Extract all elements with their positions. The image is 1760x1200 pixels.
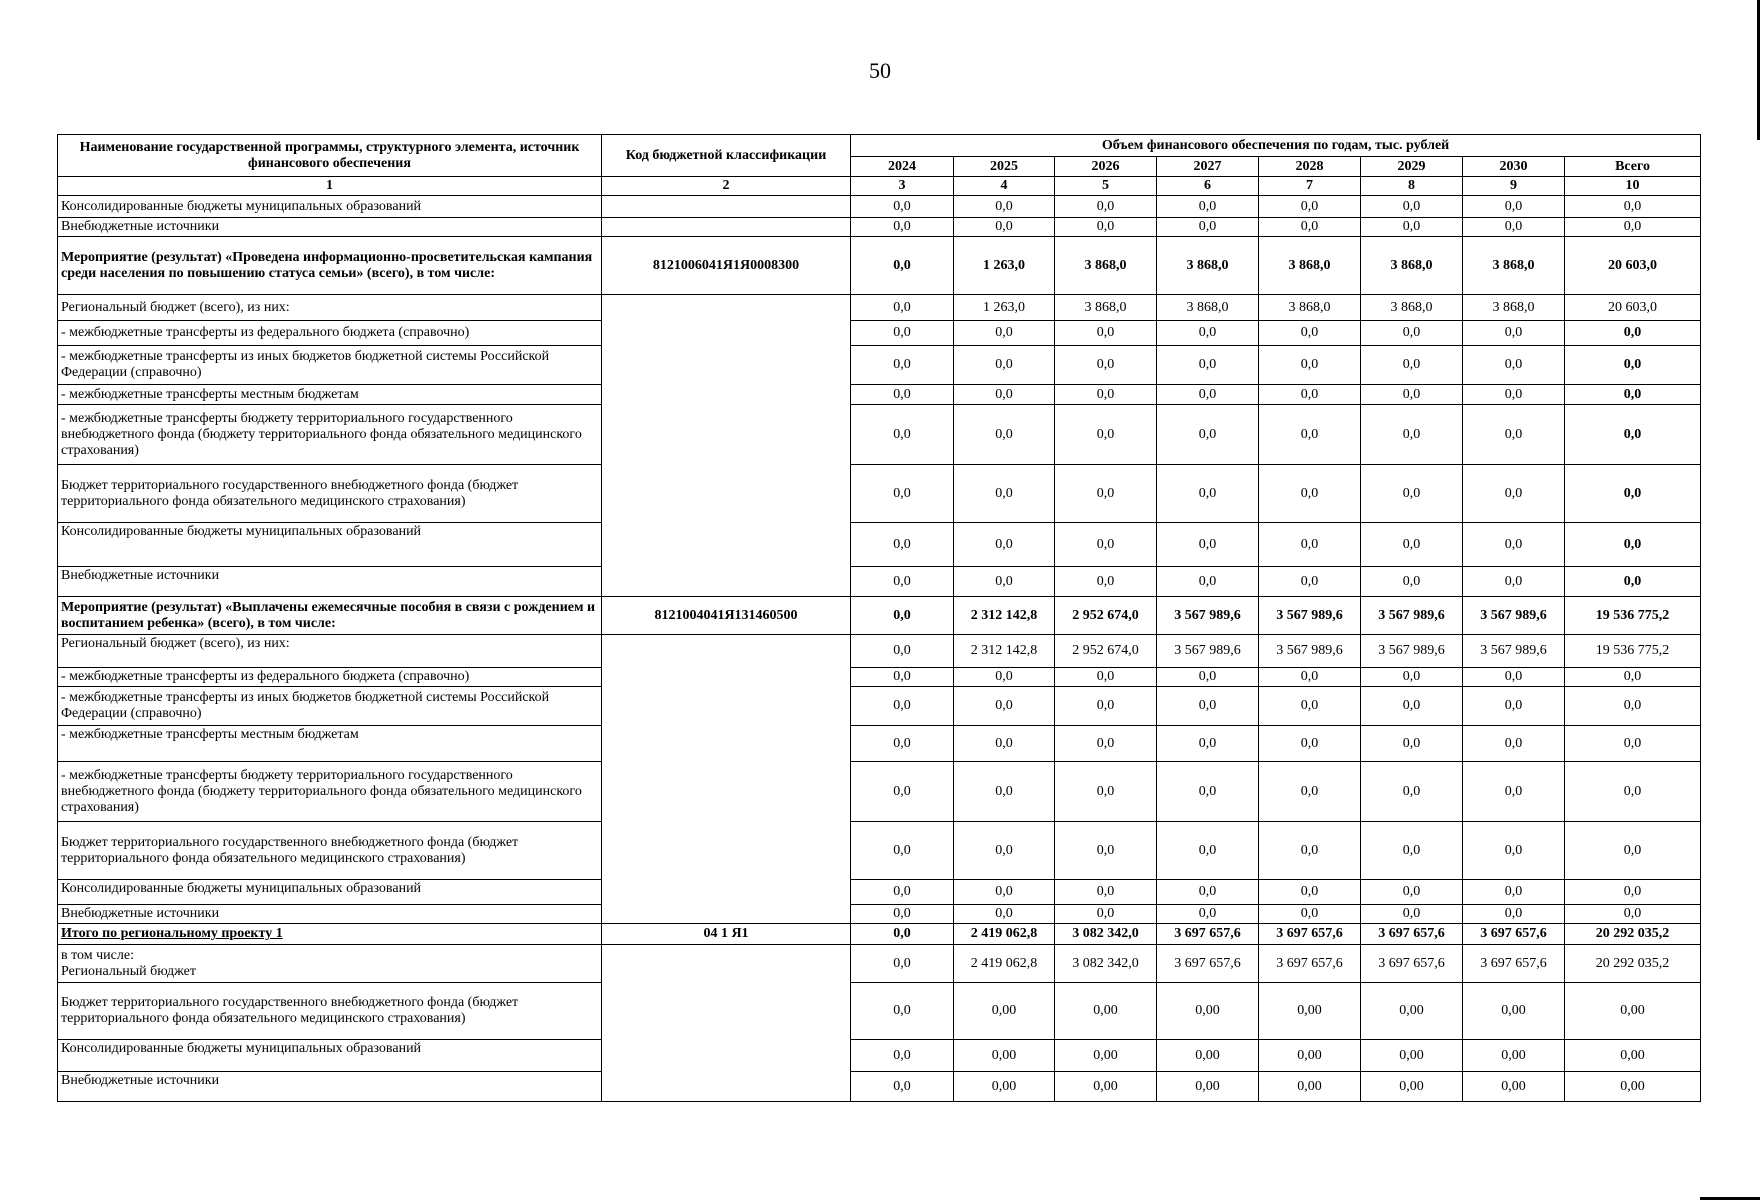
value-cell: 2 312 142,8 [954,597,1055,635]
value-cell: 0,0 [954,880,1055,905]
value-cell: 0,0 [1157,880,1259,905]
value-cell: 0,0 [1259,218,1361,237]
value-cell: 0,00 [1055,1040,1157,1072]
table-row [58,1072,1701,1102]
value-cell: 20 603,0 [1565,295,1701,321]
value-cell: 0,0 [1259,405,1361,465]
value-cell: 0,0 [954,822,1055,880]
value-cell: 0,00 [1565,1072,1701,1102]
header-year: 2024 [851,157,954,177]
value-cell: 0,0 [1259,321,1361,346]
row-name [58,945,602,983]
code-cell: 04 1 Я1 [602,924,851,945]
value-cell: 0,0 [1055,218,1157,237]
row-name: Внебюджетные источники [58,218,602,237]
row-name: Бюджет территориального государственного внебюджетного фонда (бюджет территориального фонда обязательного медицинского страхования) [58,983,602,1040]
value-cell: 0,0 [1361,321,1463,346]
value-cell: 0,00 [954,1072,1055,1102]
value-cell: 0,0 [1565,218,1701,237]
table-row [58,945,1701,983]
value-cell: 0,0 [954,687,1055,726]
table-row [58,762,1701,822]
value-cell: 0,0 [851,762,954,822]
value-cell: 0,0 [954,726,1055,762]
table-row [58,321,1701,346]
code-cell-empty [602,196,851,218]
value-cell: 0,0 [1055,346,1157,385]
col-number: 8 [1361,177,1463,196]
value-cell: 0,0 [1463,465,1565,523]
value-cell: 0,0 [954,465,1055,523]
value-cell: 0,0 [1361,687,1463,726]
value-cell: 3 697 657,6 [1361,924,1463,945]
value-cell: 0,0 [1157,321,1259,346]
header-year: 2026 [1055,157,1157,177]
value-cell: 3 697 657,6 [1157,924,1259,945]
value-cell: 0,0 [851,726,954,762]
row-name: Мероприятие (результат) «Проведена информационно-просветительская кампания среди населения по повышению статуса семьи» (всего), в том числе: [58,237,602,295]
value-cell: 0,0 [851,567,954,597]
total-row [58,924,1701,945]
table-row [58,405,1701,465]
value-cell: 3 868,0 [1463,295,1565,321]
value-cell: 0,0 [851,668,954,687]
value-cell: 0,0 [1259,726,1361,762]
value-cell: 0,0 [1463,346,1565,385]
value-cell: 0,0 [1361,405,1463,465]
value-cell: 0,0 [851,465,954,523]
header-volume: Объем финансового обеспечения по годам, тыс. рублей [851,135,1701,157]
value-cell: 0,0 [851,218,954,237]
value-cell: 0,0 [954,218,1055,237]
value-cell: 0,0 [1055,523,1157,567]
value-cell: 0,0 [1565,668,1701,687]
value-cell: 0,00 [1361,1040,1463,1072]
value-cell: 3 697 657,6 [1361,945,1463,983]
row-name: Консолидированные бюджеты муниципальных образований [58,523,602,567]
row-name: Консолидированные бюджеты муниципальных образований [58,196,602,218]
value-cell: 0,0 [1463,880,1565,905]
value-cell: 3 697 657,6 [1463,924,1565,945]
value-cell: 0,00 [1361,983,1463,1040]
value-cell: 20 292 035,2 [1565,924,1701,945]
value-cell: 0,0 [1259,567,1361,597]
value-cell: 0,0 [1565,822,1701,880]
row-name-line: Региональный бюджет [61,963,196,979]
value-cell: 0,0 [1259,687,1361,726]
value-cell: 3 567 989,6 [1361,597,1463,635]
value-cell: 1 263,0 [954,237,1055,295]
value-cell: 0,0 [1463,762,1565,822]
row-name: Консолидированные бюджеты муниципальных образований [58,1040,602,1072]
value-cell: 0,0 [1259,523,1361,567]
value-cell: 0,0 [1565,405,1701,465]
value-cell: 0,0 [1157,465,1259,523]
value-cell: 0,0 [1565,762,1701,822]
value-cell: 0,0 [1157,523,1259,567]
value-cell: 0,00 [1157,1040,1259,1072]
table-row [58,687,1701,726]
value-cell: 0,0 [1361,880,1463,905]
value-cell: 0,00 [1463,1040,1565,1072]
col-number: 3 [851,177,954,196]
col-number: 2 [602,177,851,196]
header-year: 2029 [1361,157,1463,177]
table-row [58,822,1701,880]
header-year: 2030 [1463,157,1565,177]
value-cell: 0,0 [954,196,1055,218]
measure-row [58,597,1701,635]
row-name: Бюджет территориального государственного внебюджетного фонда (бюджет территориального фонда обязательного медицинского страхования) [58,465,602,523]
row-name: - межбюджетные трансферты местным бюджетам [58,726,602,762]
value-cell: 0,0 [1259,465,1361,523]
value-cell: 0,0 [1463,321,1565,346]
table-row [58,567,1701,597]
value-cell: 0,0 [954,346,1055,385]
value-cell: 0,0 [851,321,954,346]
col-number: 9 [1463,177,1565,196]
value-cell: 0,0 [1463,405,1565,465]
value-cell: 0,0 [1055,321,1157,346]
value-cell: 3 567 989,6 [1463,635,1565,668]
value-cell: 0,0 [1259,385,1361,405]
value-cell: 0,00 [1463,983,1565,1040]
value-cell: 0,0 [1055,465,1157,523]
row-name: - межбюджетные трансферты из иных бюджетов бюджетной системы Российской Федерации (справочно) [58,687,602,726]
code-cell: 8121004041Я131460500 [602,597,851,635]
value-cell: 0,0 [851,924,954,945]
table-row [58,465,1701,523]
value-cell: 0,0 [1157,385,1259,405]
value-cell: 0,0 [1361,567,1463,597]
row-name: Внебюджетные источники [58,1072,602,1102]
value-cell: 0,0 [851,880,954,905]
value-cell: 0,00 [1361,1072,1463,1102]
value-cell: 20 292 035,2 [1565,945,1701,983]
value-cell: 3 868,0 [1055,237,1157,295]
value-cell: 0,0 [1259,346,1361,385]
value-cell: 0,0 [1361,196,1463,218]
value-cell: 0,0 [851,1072,954,1102]
value-cell: 0,0 [1157,762,1259,822]
code-cell-empty [602,218,851,237]
value-cell: 0,0 [1463,196,1565,218]
value-cell: 0,0 [1361,465,1463,523]
value-cell: 0,0 [1361,218,1463,237]
value-cell: 0,0 [1463,822,1565,880]
value-cell: 0,00 [1157,1072,1259,1102]
value-cell: 0,0 [1259,822,1361,880]
table-row [58,635,1701,668]
table-row [58,905,1701,924]
value-cell: 0,00 [1157,983,1259,1040]
value-cell: 3 697 657,6 [1157,945,1259,983]
value-cell: 0,00 [1463,1072,1565,1102]
header-name: Наименование государственной программы, структурного элемента, источник финансового обеспечения [58,135,602,177]
value-cell: 0,0 [851,687,954,726]
table-row [58,346,1701,385]
value-cell: 0,0 [1259,196,1361,218]
value-cell: 0,0 [954,523,1055,567]
value-cell: 0,0 [1055,822,1157,880]
row-name: Бюджет территориального государственного внебюджетного фонда (бюджет территориального фонда обязательного медицинского страхования) [58,822,602,880]
value-cell: 0,0 [1157,726,1259,762]
value-cell: 0,0 [954,385,1055,405]
table-row [58,385,1701,405]
col-number: 6 [1157,177,1259,196]
value-cell: 3 868,0 [1361,295,1463,321]
value-cell: 3 868,0 [1055,295,1157,321]
code-cell-empty [602,295,851,597]
row-name: Внебюджетные источники [58,905,602,924]
value-cell: 0,0 [1157,346,1259,385]
value-cell: 0,0 [851,237,954,295]
value-cell: 3 697 657,6 [1463,945,1565,983]
value-cell: 0,0 [1055,905,1157,924]
value-cell: 0,0 [1361,385,1463,405]
value-cell: 0,0 [1565,567,1701,597]
table-row [58,880,1701,905]
code-cell-empty [602,635,851,924]
header-year: 2025 [954,157,1055,177]
value-cell: 0,0 [1055,726,1157,762]
value-cell: 0,0 [851,196,954,218]
row-name: Региональный бюджет (всего), из них: [58,295,602,321]
value-cell: 0,0 [1157,196,1259,218]
value-cell: 3 567 989,6 [1463,597,1565,635]
value-cell: 0,0 [1361,905,1463,924]
value-cell: 3 868,0 [1259,237,1361,295]
col-number: 4 [954,177,1055,196]
table-row [58,295,1701,321]
header-code: Код бюджетной классификации [602,135,851,177]
value-cell: 3 567 989,6 [1157,635,1259,668]
table-row [58,668,1701,687]
value-cell: 0,0 [1463,218,1565,237]
value-cell: 0,0 [1361,726,1463,762]
row-name: Итого по региональному проекту 1 [58,924,602,945]
value-cell: 1 263,0 [954,295,1055,321]
row-name: Консолидированные бюджеты муниципальных образований [58,880,602,905]
value-cell: 0,00 [1055,983,1157,1040]
value-cell: 3 868,0 [1463,237,1565,295]
value-cell: 0,0 [1463,385,1565,405]
value-cell: 0,0 [1565,465,1701,523]
value-cell: 0,0 [1565,880,1701,905]
table-row [58,983,1701,1040]
value-cell: 0,0 [1157,668,1259,687]
value-cell: 0,00 [1259,983,1361,1040]
page-number: 50 [869,58,891,83]
value-cell: 0,0 [851,983,954,1040]
value-cell: 2 312 142,8 [954,635,1055,668]
table-row [58,1040,1701,1072]
value-cell: 0,0 [851,523,954,567]
header-year: 2028 [1259,157,1361,177]
value-cell: 0,0 [851,385,954,405]
value-cell: 0,0 [1259,668,1361,687]
value-cell: 0,0 [1463,726,1565,762]
value-cell: 0,0 [851,905,954,924]
value-cell: 0,0 [954,762,1055,822]
value-cell: 0,0 [851,295,954,321]
value-cell: 0,0 [1565,346,1701,385]
value-cell: 2 952 674,0 [1055,597,1157,635]
value-cell: 0,0 [1565,321,1701,346]
row-name: - межбюджетные трансферты из федерального бюджета (справочно) [58,321,602,346]
value-cell: 0,00 [1259,1072,1361,1102]
value-cell: 2 419 062,8 [954,924,1055,945]
value-cell: 0,00 [954,983,1055,1040]
value-cell: 0,0 [1157,218,1259,237]
value-cell: 3 868,0 [1157,237,1259,295]
header-row-1 [58,135,1701,157]
value-cell: 3 082 342,0 [1055,945,1157,983]
table-row [58,196,1701,218]
value-cell: 0,0 [1565,687,1701,726]
header-year: 2027 [1157,157,1259,177]
value-cell: 0,0 [851,945,954,983]
value-cell: 0,0 [954,567,1055,597]
value-cell: 0,0 [1463,523,1565,567]
value-cell: 0,0 [851,635,954,668]
value-cell: 0,0 [1055,567,1157,597]
header-row-col-numbers [58,177,1701,196]
value-cell: 0,0 [1157,567,1259,597]
value-cell: 3 868,0 [1157,295,1259,321]
row-name: Внебюджетные источники [58,567,602,597]
value-cell: 0,0 [1463,567,1565,597]
value-cell: 0,0 [1463,668,1565,687]
value-cell: 0,0 [1463,905,1565,924]
value-cell: 0,0 [1361,762,1463,822]
value-cell: 0,0 [1055,687,1157,726]
row-name: - межбюджетные трансферты из иных бюджетов бюджетной системы Российской Федерации (справочно) [58,346,602,385]
value-cell: 0,0 [1565,726,1701,762]
value-cell: 0,0 [1055,196,1157,218]
value-cell: 3 567 989,6 [1259,635,1361,668]
col-number: 10 [1565,177,1701,196]
value-cell: 0,00 [1565,1040,1701,1072]
value-cell: 20 603,0 [1565,237,1701,295]
measure-row [58,237,1701,295]
table-row [58,726,1701,762]
row-name: - межбюджетные трансферты бюджету территориального государственного внебюджетного фонда (бюджету территориального фонда обязательного медицинского страхования) [58,405,602,465]
value-cell: 0,0 [1259,880,1361,905]
value-cell: 0,0 [954,668,1055,687]
value-cell: 2 952 674,0 [1055,635,1157,668]
value-cell: 0,0 [851,346,954,385]
value-cell: 3 567 989,6 [1259,597,1361,635]
row-name: Региональный бюджет (всего), из них: [58,635,602,668]
value-cell: 0,00 [1055,1072,1157,1102]
row-name: Мероприятие (результат) «Выплачены ежемесячные пособия в связи с рождением и воспитанием ребенка» (всего), в том числе: [58,597,602,635]
value-cell: 2 419 062,8 [954,945,1055,983]
value-cell: 0,0 [1565,196,1701,218]
value-cell: 0,0 [954,321,1055,346]
table-row [58,523,1701,567]
value-cell: 19 536 775,2 [1565,597,1701,635]
value-cell: 3 868,0 [1361,237,1463,295]
col-number: 1 [58,177,602,196]
col-number: 5 [1055,177,1157,196]
value-cell: 0,0 [1361,822,1463,880]
value-cell: 0,0 [1565,905,1701,924]
value-cell: 0,0 [1361,523,1463,567]
value-cell: 0,0 [1055,668,1157,687]
value-cell: 0,0 [1565,523,1701,567]
value-cell: 19 536 775,2 [1565,635,1701,668]
value-cell: 0,0 [851,1040,954,1072]
table-row [58,218,1701,237]
row-name: - межбюджетные трансферты из федерального бюджета (справочно) [58,668,602,687]
value-cell: 0,0 [1463,687,1565,726]
value-cell: 3 697 657,6 [1259,924,1361,945]
code-cell: 8121006041Я1Я0008300 [602,237,851,295]
header-year: Всего [1565,157,1701,177]
value-cell: 3 697 657,6 [1259,945,1361,983]
value-cell: 0,0 [851,405,954,465]
value-cell: 0,0 [1259,905,1361,924]
value-cell: 0,0 [1055,762,1157,822]
value-cell: 0,0 [1055,385,1157,405]
row-name: - межбюджетные трансферты местным бюджетам [58,385,602,405]
value-cell: 0,0 [851,822,954,880]
value-cell: 0,0 [1565,385,1701,405]
row-name-line: в том числе: [61,947,134,963]
value-cell: 3 868,0 [1259,295,1361,321]
value-cell: 0,0 [1259,762,1361,822]
code-cell-empty [602,945,851,1102]
financing-table [57,134,1701,1102]
value-cell: 0,0 [1157,822,1259,880]
value-cell: 0,0 [851,597,954,635]
value-cell: 0,0 [1157,687,1259,726]
col-number: 7 [1259,177,1361,196]
value-cell: 3 567 989,6 [1157,597,1259,635]
value-cell: 0,0 [954,405,1055,465]
value-cell: 0,00 [1259,1040,1361,1072]
value-cell: 0,00 [954,1040,1055,1072]
value-cell: 0,0 [1055,405,1157,465]
value-cell: 0,0 [1055,880,1157,905]
value-cell: 0,0 [954,905,1055,924]
value-cell: 0,00 [1565,983,1701,1040]
value-cell: 0,0 [1361,668,1463,687]
value-cell: 0,0 [1361,346,1463,385]
value-cell: 0,0 [1157,905,1259,924]
value-cell: 3 567 989,6 [1361,635,1463,668]
value-cell: 0,0 [1157,405,1259,465]
value-cell: 3 082 342,0 [1055,924,1157,945]
row-name: - межбюджетные трансферты бюджету территориального государственного внебюджетного фонда (бюджету территориального фонда обязательного медицинского страхования) [58,762,602,822]
